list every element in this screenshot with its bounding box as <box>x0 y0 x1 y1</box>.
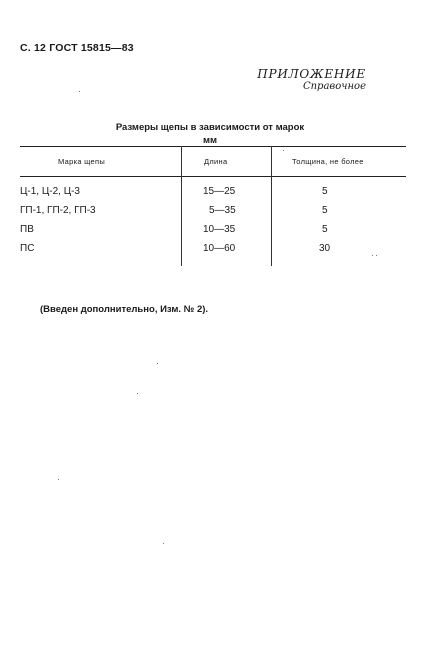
cell-grade: ГП-1, ГП-2, ГП-3 <box>20 205 96 216</box>
cell-grade: Ц-1, Ц-2, Ц-3 <box>20 186 80 197</box>
scan-speck <box>372 255 373 256</box>
scan-speck <box>58 479 59 480</box>
appendix-title: ПРИЛОЖЕНИЕ <box>257 67 366 81</box>
cell-thickness: 5 <box>322 224 328 235</box>
column-divider-1 <box>181 146 182 266</box>
scan-speck <box>376 255 377 256</box>
table-top-rule <box>20 146 406 147</box>
table-unit: мм <box>202 135 218 146</box>
appendix-subtitle: Справочное <box>302 81 366 92</box>
cell-grade: ПС <box>20 243 35 254</box>
table-title <box>80 121 340 147</box>
scan-speck <box>137 393 138 394</box>
cell-thickness: 30 <box>319 243 331 254</box>
cell-length: 15—25 <box>203 186 236 197</box>
cell-thickness: 5 <box>322 186 328 197</box>
amendment-note: (Введен дополнительно, Изм. № 2). <box>40 304 209 315</box>
cell-grade: ПВ <box>20 224 34 235</box>
cell-length: 10—35 <box>203 224 236 235</box>
cell-length: 10—60 <box>203 243 236 254</box>
column-divider-2 <box>271 146 272 266</box>
cell-length: 5—35 <box>209 205 236 216</box>
scan-speck <box>157 363 158 364</box>
table-header-rule <box>20 176 406 177</box>
table-title-text: Размеры щепы в зависимости от марок <box>115 122 305 133</box>
column-header-thickness: Толщина, не более <box>292 157 364 166</box>
column-header-grade: Марка щепы <box>58 157 106 166</box>
scan-speck <box>283 150 284 151</box>
scan-speck <box>79 91 80 92</box>
page-header: С. 12 ГОСТ 15815—83 <box>20 42 134 54</box>
column-header-length: Длина <box>204 157 228 166</box>
cell-thickness: 5 <box>322 205 328 216</box>
scan-speck <box>163 543 164 544</box>
